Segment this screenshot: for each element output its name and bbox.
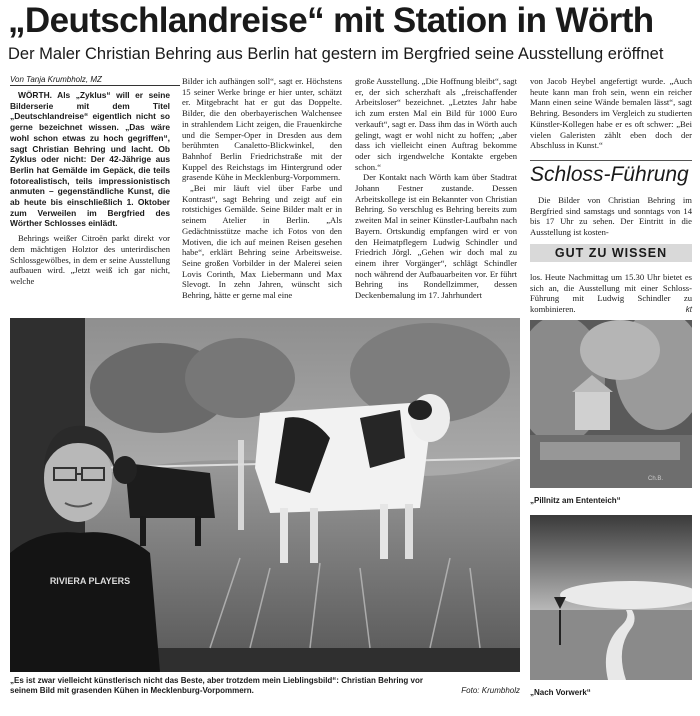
photo-credit: Foto: Krumbholz	[461, 686, 520, 695]
body-paragraph: „Bei mir läuft viel über Farbe und Kontrast“, sagt Behring und zeigt auf ein rotstichiges Gemälde. Seine Bilder malt er in seinem Atelier in Berlin. „Als Gedächtnisstütze mache ich Fotos von den Motiven, die ich auf meinen Reisen gesehen habe“, erklärt Behring seine Arbeitsweise. Seine großen Vorbilder in der Malerei seien Lovis Corinth, Max Liebermann und Max Slevogt. In zehn Jahren, wünscht sich Behring, hätte er gerne mal eine	[182, 183, 342, 301]
side-photo-vorwerk	[530, 515, 692, 680]
body-paragraph: Bilder ich aufhängen soll“, sagt er. Höchstens 15 seiner Werke bringe er hier unter, schätzt er. Mitgebracht hat er gut das Doppelte. Bilder, die den oberbayerischen Walchensee in strahlendem Licht zeigen, die Frauenkirche und die Semper-Oper in Dresden aus dem berühmten Canaletto-Blickwinkel, den Bahnhof Berlin Friedrichstraße mit der Kuppel des Reichstags im Hintergrund oder grasende Kühe in Mecklenburg-Vorpommern.	[182, 76, 342, 183]
main-photo-caption: „Es ist zwar vielleicht künstlerisch nicht das Beste, aber trotzdem mein Lieblingsbild“: Christian Behring vor seinem Bild mit grasenden Kühen in Mecklenburg-Vorpommern.	[10, 676, 423, 695]
lead-paragraph: WÖRTH. Als „Zyklus“ will er seine Bilderserie mit dem Titel „Deutschlandreise“ eigentlich nicht so gerne bezeichnet wissen. „Das wäre wohl schon etwas zu hoch gegriffen“, sagt Christian Behring und lacht. Ob Zyklus oder nicht: Der 42-Jährige aus Berlin hat Gemälde im Gepäck, die teils fotorealistisch, teils impressionistisch anmuten – gegenständliche Kunst, die ab heute bis einschließlich 1. Oktober zum Verweilen im Bergfried des Wörther Schlosses einlädt.	[10, 90, 170, 229]
side-photo-2-caption: „Nach Vorwerk“	[530, 688, 591, 697]
painting-with-cows-image	[10, 318, 520, 672]
info-text: Die Bilder von Christian Behring im Bergfried sind samstags und sonntags von 14 bis 17 Uhr zu sehen. Der Eintritt in die Ausstellung ist kosten-	[530, 195, 692, 238]
byline: Von Tanja Krumbholz, MZ	[10, 75, 180, 86]
vorwerk-painting-image	[530, 515, 692, 680]
body-paragraph: von Jacob Heybel angefertigt wurde. „Auch heute kann man froh sein, wenn ein reicher Mann einen seine Wände bemalen lässt“, sagt Behring. Besonders im Vergleich zu studierten Künstler-Kollegen habe er es oft schwer: „Bei vielen Galeristen zählt eben doch der Abschluss in Kunst.“	[530, 76, 692, 151]
article-column-3	[355, 76, 517, 301]
body-paragraph: Der Kontakt nach Wörth kam über Stadtrat Johann Festner zustande. Dessen Arbeitskollege ist ein Bekannter von Christian Behring. So verschlug es Behring bereits zum zweiten Mal in seiner Künstler-Laufbahn nach Bayern. Ortskundig empfangen wird er von den Heimatpflegern Ludwig Schindler und Friedrich Jörgl. „Gehen wir doch mal zu einem ihrer Vorgänger“, schlägt Schindler noch während der Aufbauarbeiten vor. Er führt Behring ins Rondellzimmer, dessen Deckenbemalung im 17. Jahrhundert	[355, 172, 517, 301]
info-text: los. Heute Nachmittag um 15.30 Uhr bietet es sich an, die Ausstellung mit einer Schloss-Führung mit Ludwig Schindler zu kombinieren.	[530, 272, 692, 315]
body-paragraph: Behrings weißer Citroën parkt direkt vor dem mächtigen Holztor des unterirdischen Schlossgewölbes, in dem er seine Ausstellung aufbauen wird. „Jetzt weiß ich gar nicht, welche	[10, 233, 170, 286]
side-photo-pillnitz	[530, 320, 692, 488]
side-photo-1-caption: „Pillnitz am Ententeich“	[530, 496, 621, 505]
side-heading: Schloss-Führung	[530, 163, 689, 186]
gut-zu-wissen-box: GUT ZU WISSEN	[530, 244, 692, 262]
headline: „Deutschlandreise“ mit Station in Wörth	[8, 1, 654, 40]
pillnitz-painting-image	[530, 320, 692, 488]
author-sign: kt	[685, 305, 692, 314]
info-paragraph	[530, 195, 692, 238]
main-photo	[10, 318, 520, 672]
svg-text:Ch.B.: Ch.B.	[648, 476, 664, 482]
article-column-1	[10, 90, 170, 287]
body-paragraph: große Ausstellung. „Die Hoffnung bleibt“, sagt er, der sich scherzhaft als „freischaffender Arbeitsloser“ bezeichnet. „Letztes Jahr habe ich zum ersten Mal ein Bild für 1000 Euro verkauft“, sagt er. Dass ihm das in Wörth auch gelingt, wagt er wohl nicht zu hoffen; „aber dass ich vielleicht einen Auftrag bekomme oder sich irgendwelche Kontakte ergeben schon.“	[355, 76, 517, 172]
shirt-print: RIVIERA PLAYERS	[49, 576, 131, 586]
article-column-2	[182, 76, 342, 301]
article-column-4	[530, 76, 692, 151]
divider	[530, 160, 692, 161]
subheadline: Der Maler Christian Behring aus Berlin hat gestern im Bergfried seine Ausstellung eröffnet	[8, 45, 664, 63]
